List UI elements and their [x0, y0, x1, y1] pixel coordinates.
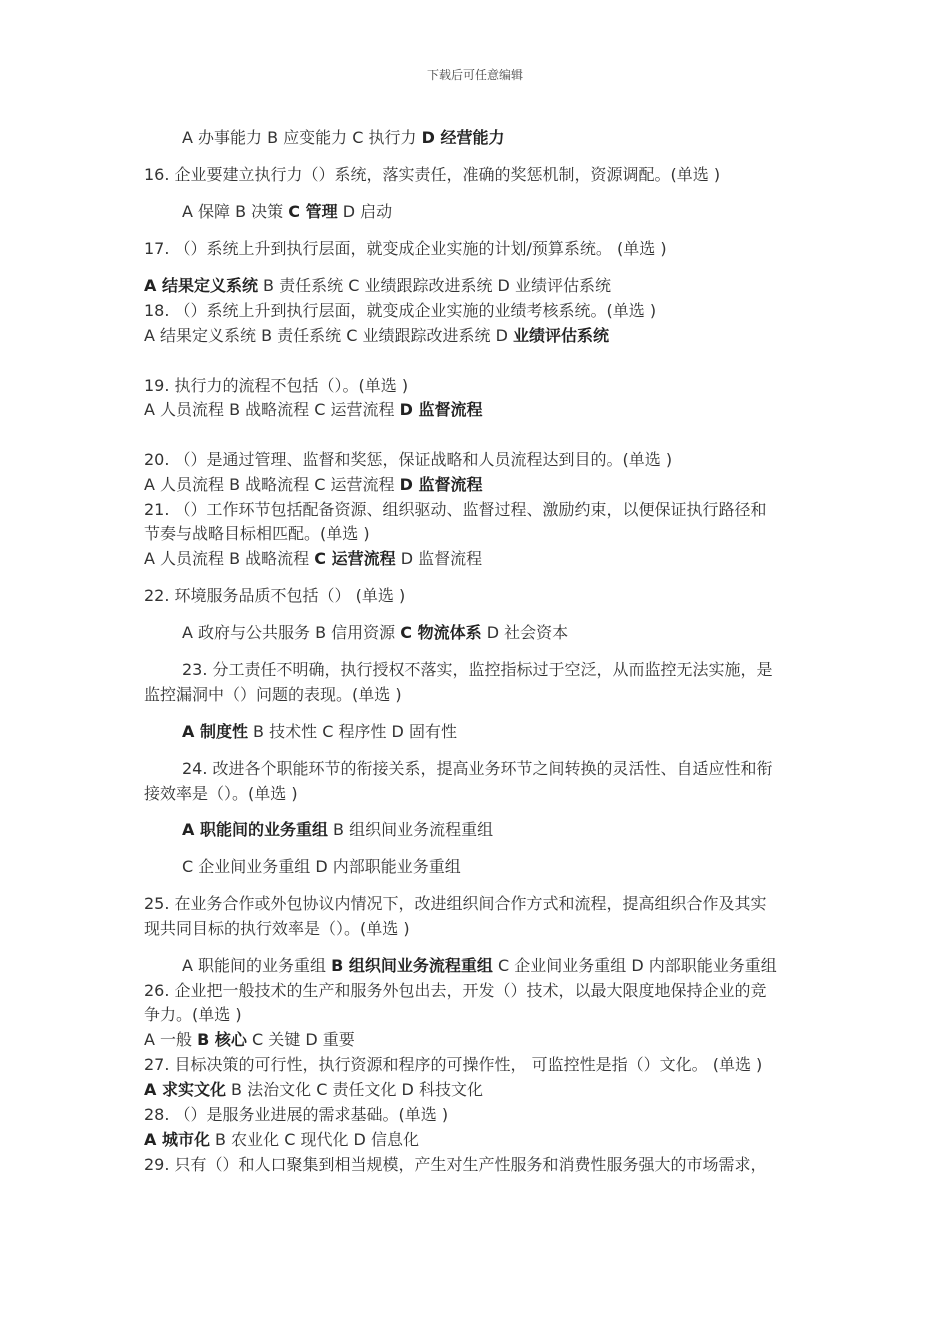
text-line [144, 1028, 804, 1052]
text-line [144, 917, 804, 941]
line-text: A 一般 [144, 1030, 198, 1049]
text-line [144, 1103, 804, 1127]
text-line [144, 1078, 804, 1102]
line-text: 16. 企业要建立执行力（）系统，落实责任，准确的奖惩机制，资源调配。(单选 ) [144, 165, 721, 184]
line-text: A 职能间的业务重组 [182, 956, 332, 975]
text-line [144, 979, 804, 1003]
page-header: 下载后可任意编辑 [426, 68, 523, 82]
line-text: B 组织间业务流程重组 [327, 820, 494, 839]
line-text: B 法治文化 C 责任文化 D 科技文化 [225, 1080, 483, 1099]
answer-text: A 职能间的业务重组 [182, 820, 328, 839]
text-line [144, 163, 804, 187]
answer-text: 业绩评估系统 [513, 326, 610, 345]
answer-text: A 求实文化 [144, 1080, 226, 1099]
text-line [144, 237, 804, 261]
text-line [144, 1153, 804, 1177]
text-line [144, 1003, 804, 1027]
text-line [182, 200, 842, 224]
line-text: A 人员流程 B 战略流程 [144, 549, 315, 568]
line-text: 现共同目标的执行效率是（）。(单选 ) [144, 919, 410, 938]
line-text: A 人员流程 B 战略流程 C 运营流程 [144, 400, 400, 419]
line-text: 29. 只有（）和人口聚集到相当规模，产生对生产性服务和消费性服务强大的市场需求， [144, 1155, 767, 1174]
line-text: 25. 在业务合作或外包协议内情况下，改进组织间合作方式和流程，提高组织合作及其实 [144, 894, 767, 913]
text-line [144, 299, 804, 323]
line-text: A 办事能力 B 应变能力 C 执行力 [182, 128, 422, 147]
answer-text: A 城市化 [144, 1130, 210, 1149]
answer-text: D 经营能力 [421, 128, 505, 147]
text-line [144, 1053, 804, 1077]
text-line [144, 547, 804, 571]
text-line [182, 818, 842, 842]
answer-text: D 监督流程 [399, 475, 483, 494]
line-text: 17. （）系统上升到执行层面，就变成企业实施的计划/预算系统。 (单选 ) [144, 239, 667, 258]
text-line [144, 584, 804, 608]
line-text: 19. 执行力的流程不包括（）。(单选 ) [144, 376, 409, 395]
answer-text: A 制度性 [182, 722, 248, 741]
text-line [144, 398, 804, 422]
answer-text: C 运营流程 [314, 549, 396, 568]
text-line [182, 126, 842, 150]
answer-text: C 物流体系 [400, 623, 482, 642]
line-text: A 结果定义系统 B 责任系统 C 业绩跟踪改进系统 D [144, 326, 514, 345]
line-text: 监控漏洞中（）问题的表现。(单选 ) [144, 685, 402, 704]
line-text: 26. 企业把一般技术的生产和服务外包出去，开发（）技术，以最大限度地保持企业的竞 [144, 981, 767, 1000]
line-text: D 启动 [337, 202, 393, 221]
line-text: D 监督流程 [395, 549, 483, 568]
line-text: D 社会资本 [481, 623, 569, 642]
text-line [144, 498, 804, 522]
answer-text: B 核心 [197, 1030, 247, 1049]
text-line [144, 683, 804, 707]
text-line [144, 782, 804, 806]
answer-text: C 管理 [288, 202, 338, 221]
text-line [144, 522, 804, 546]
line-text: A 人员流程 B 战略流程 C 运营流程 [144, 475, 400, 494]
line-text: A 政府与公共服务 B 信用资源 [182, 623, 401, 642]
line-text: C 关键 D 重要 [246, 1030, 355, 1049]
line-text: 接效率是（）。(单选 ) [144, 784, 298, 803]
text-line [144, 448, 804, 472]
line-text: 21. （）工作环节包括配备资源、组织驱动、监督过程、激励约束，以便保证执行路径和 [144, 500, 767, 519]
text-line [182, 954, 842, 978]
line-text: 22. 环境服务品质不包括（） (单选 ) [144, 586, 406, 605]
line-text: B 技术性 C 程序性 D 固有性 [247, 722, 457, 741]
line-text: 20. （）是通过管理、监督和奖惩，保证战略和人员流程达到目的。(单选 ) [144, 450, 673, 469]
answer-text: D 监督流程 [399, 400, 483, 419]
text-line [144, 1128, 804, 1152]
text-line [144, 892, 804, 916]
line-text: 28. （）是服务业进展的需求基础。(单选 ) [144, 1105, 449, 1124]
line-text: 23. 分工责任不明确，执行授权不落实，监控指标过于空泛，从而监控无法实施，是 [182, 660, 773, 679]
answer-text: B 组织间业务流程重组 [331, 956, 493, 975]
text-line [182, 658, 842, 682]
line-text: C 企业间业务重组 D 内部职能业务重组 [492, 956, 777, 975]
answer-text: A 结果定义系统 [144, 276, 258, 295]
text-line [182, 757, 842, 781]
line-text: A 保障 B 决策 [182, 202, 289, 221]
line-text: 节奏与战略目标相匹配。(单选 ) [144, 524, 370, 543]
text-line [144, 374, 804, 398]
text-line [182, 855, 842, 879]
line-text: 27. 目标决策的可行性，执行资源和程序的可操作性， 可监控性是指（）文化。 (单选 ) [144, 1055, 763, 1074]
line-text: 24. 改进各个职能环节的衔接关系，提高业务环节之间转换的灵活性、自适应性和衔 [182, 759, 773, 778]
line-text: B 责任系统 C 业绩跟踪改进系统 D 业绩评估系统 [257, 276, 611, 295]
text-line [144, 473, 804, 497]
text-line [144, 274, 804, 298]
line-text: B 农业化 C 现代化 D 信息化 [209, 1130, 419, 1149]
line-text: 18. （）系统上升到执行层面，就变成企业实施的业绩考核系统。(单选 ) [144, 301, 657, 320]
text-line [182, 621, 842, 645]
text-line [144, 324, 804, 348]
line-text: C 企业间业务重组 D 内部职能业务重组 [182, 857, 461, 876]
line-text: 争力。(单选 ) [144, 1005, 242, 1024]
text-line [182, 720, 842, 744]
